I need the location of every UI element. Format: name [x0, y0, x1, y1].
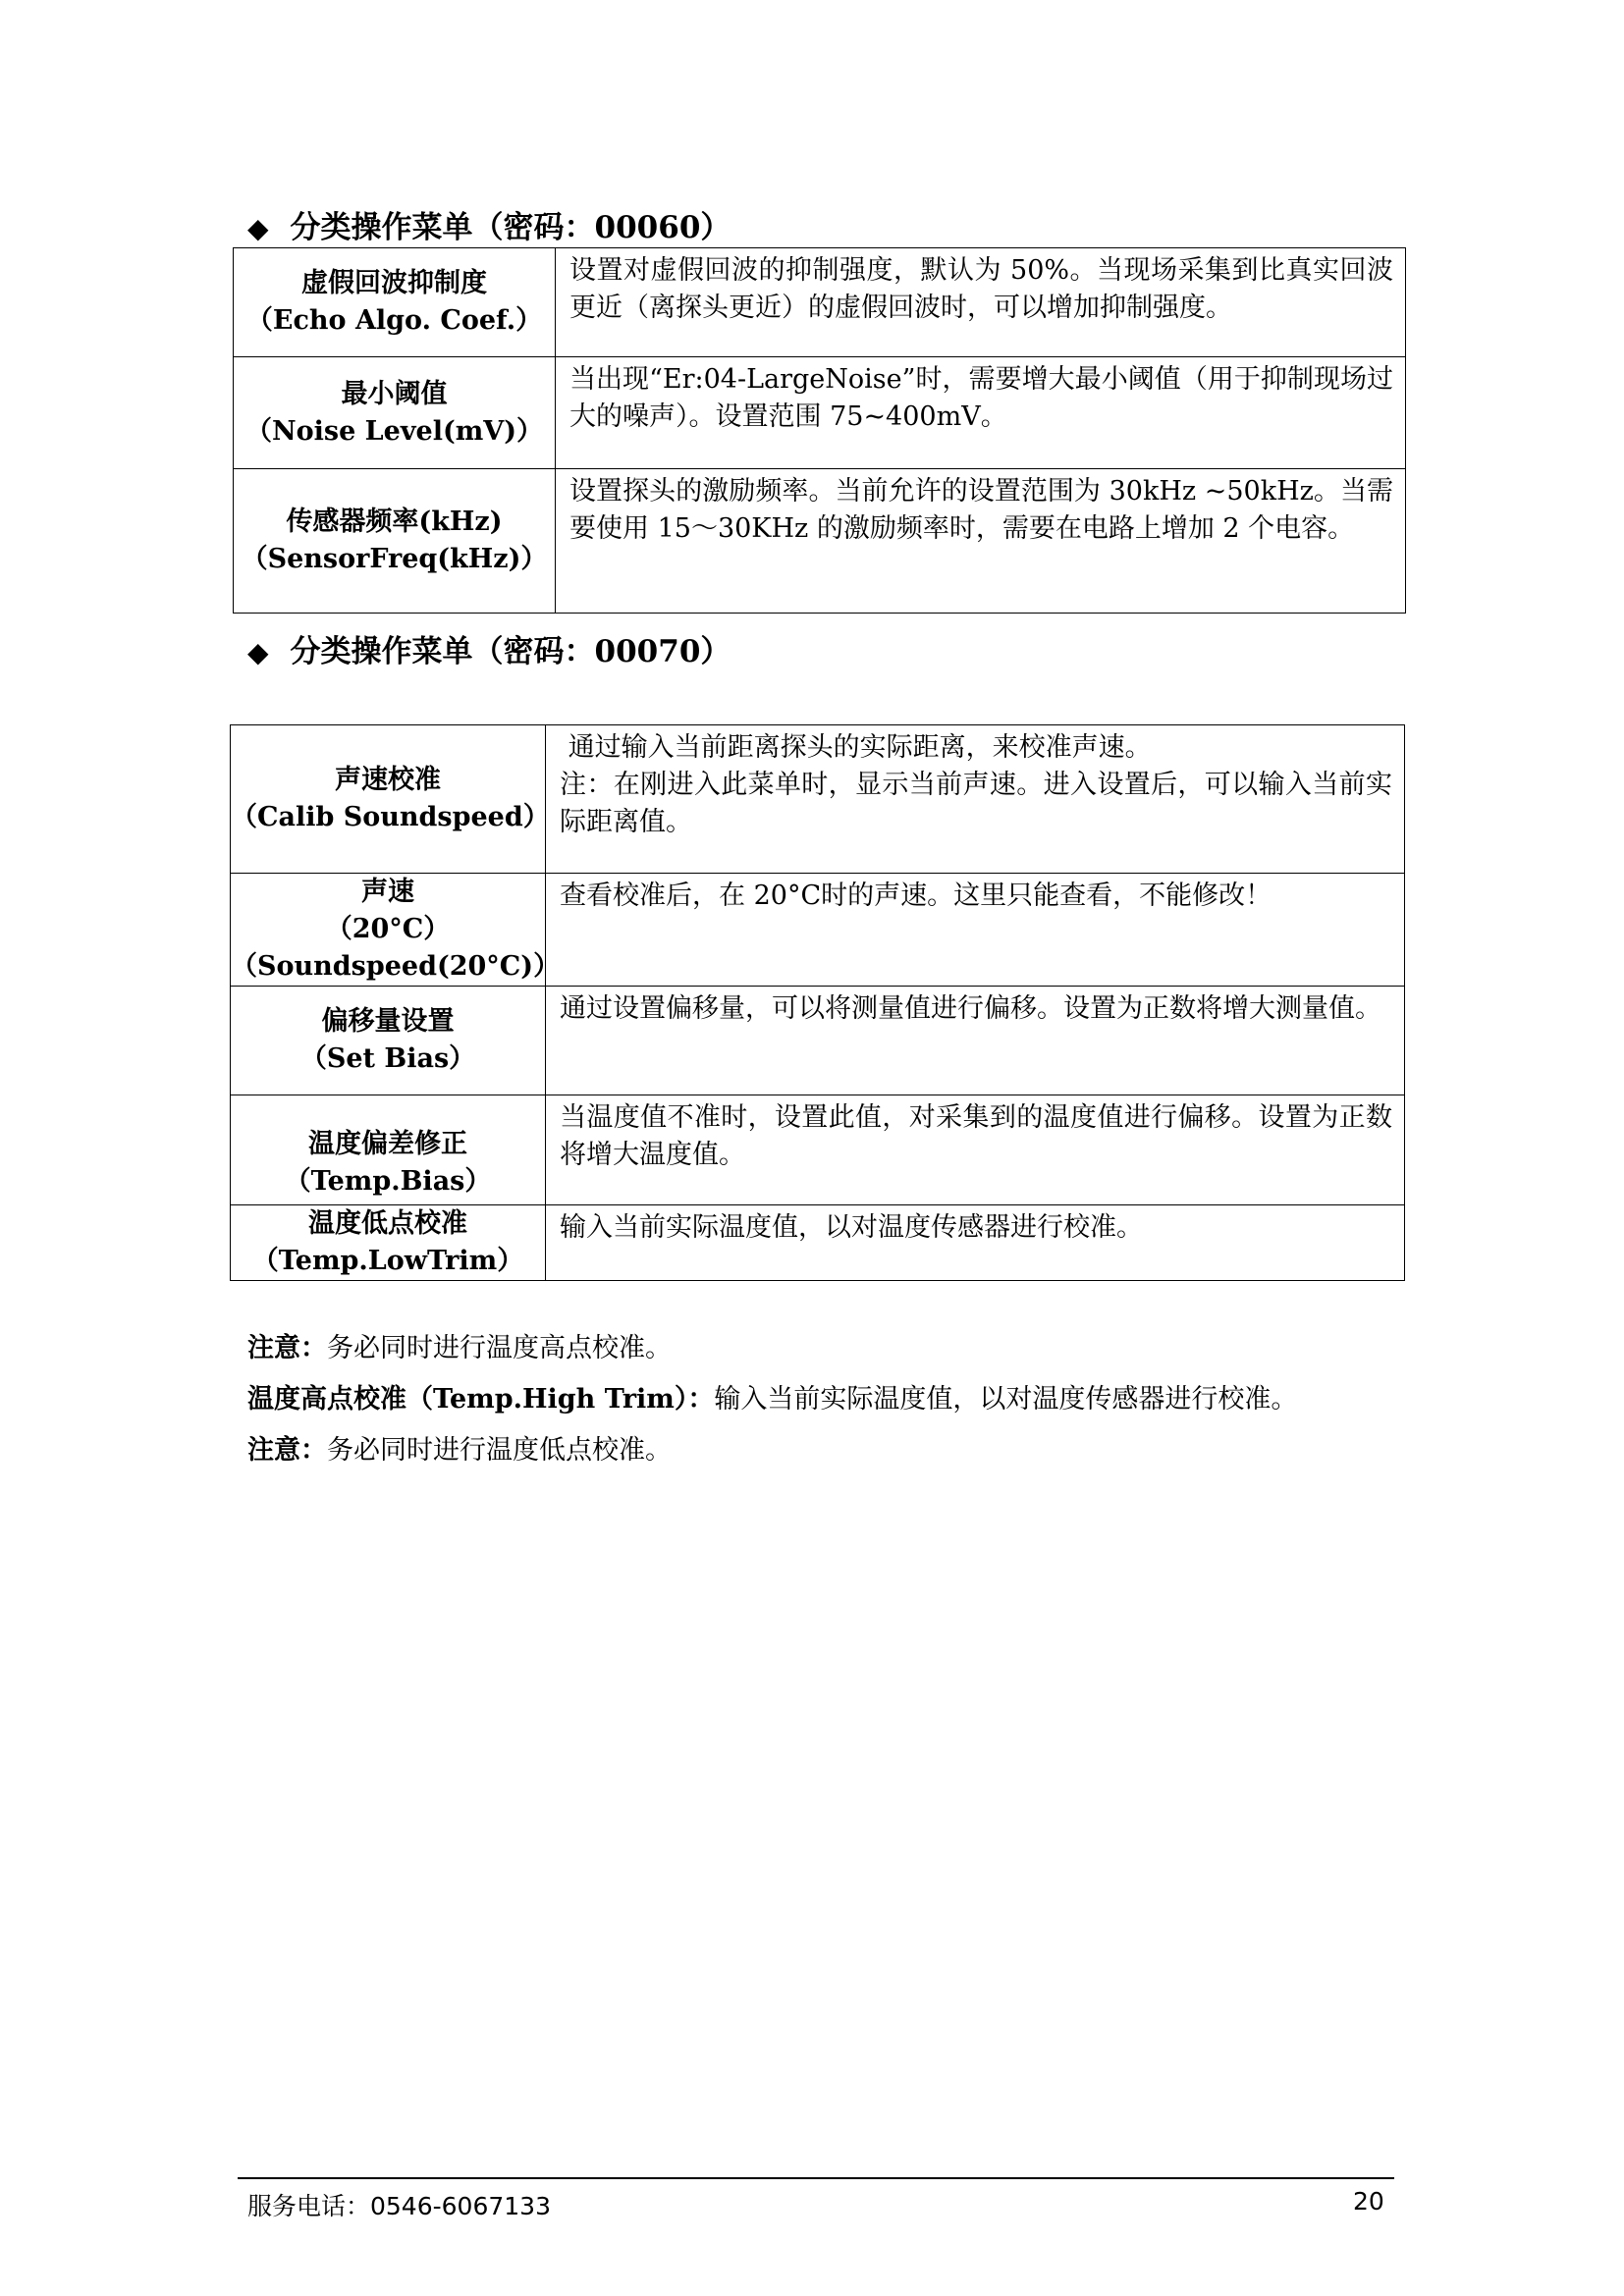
param-name: 偏移量设置 — [321, 1006, 455, 1037]
param-name-cell — [231, 1205, 546, 1281]
param-name-en: （Echo Algo. Coef.） — [245, 305, 543, 336]
table-row — [234, 469, 1406, 614]
param-name: 最小阈值 — [341, 378, 448, 409]
param-desc: 当温度值不准时，设置此值，对采集到的温度值进行偏移。设置为正数将增大温度值。 — [546, 1095, 1405, 1205]
diamond-bullet-icon: ◆ — [247, 212, 269, 244]
param-name-en: （Temp.Bias） — [284, 1166, 492, 1197]
table-row — [231, 1205, 1405, 1281]
table-row — [231, 725, 1405, 874]
menu-table-00060 — [233, 247, 1406, 614]
param-name-cell — [231, 1095, 546, 1205]
footer-divider — [238, 2177, 1394, 2179]
param-name: 温度偏差修正 — [308, 1129, 467, 1159]
high-trim-text: 输入当前实际温度值，以对温度传感器进行校准。 — [714, 1384, 1298, 1415]
notes-block — [247, 1323, 1406, 1476]
high-trim-label: 温度高点校准（Temp.High Trim）： — [247, 1384, 715, 1415]
param-desc: 设置对虚假回波的抑制强度，默认为 50%。当现场采集到比真实回波更近（离探头更近）的虚假回波时，可以增加抑制强度。 — [556, 248, 1406, 357]
param-name-en: （Temp.LowTrim） — [251, 1246, 524, 1276]
param-name-cell — [231, 725, 550, 874]
section-title: 分类操作菜单（密码：00070） — [290, 634, 731, 669]
note-line — [247, 1323, 1406, 1374]
param-name-en: （Set Bias） — [299, 1043, 476, 1074]
table-row — [231, 987, 1405, 1095]
param-name-en: （Calib Soundspeed） — [231, 802, 550, 832]
service-phone: 服务电话：0546-6067133 — [247, 2192, 551, 2220]
param-desc: 输入当前实际温度值，以对温度传感器进行校准。 — [546, 1205, 1405, 1281]
high-trim-line — [247, 1374, 1406, 1425]
param-desc: 查看校准后，在 20°C时的声速。这里只能查看，不能修改！ — [546, 874, 1405, 987]
param-name-cell — [234, 357, 556, 469]
param-desc: 通过设置偏移量，可以将测量值进行偏移。设置为正数将增大测量值。 — [546, 987, 1405, 1095]
menu-table-00070 — [230, 724, 1405, 1281]
param-name: 声速 — [361, 877, 414, 907]
note-text: 务必同时进行温度低点校准。 — [327, 1435, 672, 1466]
param-desc: 通过输入当前距离探头的实际距离，来校准声速。 — [560, 732, 1152, 763]
param-name-cell — [234, 469, 556, 614]
param-name-cell — [234, 248, 556, 357]
param-name: 温度低点校准 — [308, 1208, 467, 1239]
param-name: 传感器频率(kHz) — [286, 507, 503, 537]
param-name-mid: （20°C） — [325, 914, 451, 944]
param-desc-cell — [546, 725, 1405, 874]
page-number: 20 — [1353, 2187, 1384, 2216]
table-row — [231, 874, 1405, 987]
table-row — [231, 1095, 1405, 1205]
table-row — [234, 248, 1406, 357]
param-name-en: （SensorFreq(kHz)） — [241, 544, 548, 574]
param-name: 虚假回波抑制度 — [301, 268, 487, 298]
param-name-cell — [231, 874, 561, 987]
note-label: 注意： — [247, 1333, 327, 1363]
param-name-en: （Noise Level(mV)） — [244, 415, 544, 447]
param-desc: 当出现“Er:04-LargeNoise”时，需要增大最小阈值（用于抑制现场过大的噪声）。设置范围 75~400mV。 — [556, 357, 1406, 469]
section-heading-00060 — [247, 208, 731, 248]
note-text: 务必同时进行温度高点校准。 — [327, 1333, 672, 1363]
section-title: 分类操作菜单（密码：00060） — [290, 210, 731, 245]
note-label: 注意： — [247, 1435, 327, 1466]
param-note: 注：在刚进入此菜单时，显示当前声速。进入设置后，可以输入当前实际距离值。 — [560, 770, 1392, 837]
param-name-en: （Soundspeed(20°C)） — [231, 951, 561, 982]
table-row — [234, 357, 1406, 469]
diamond-bullet-icon: ◆ — [247, 636, 269, 668]
note-line — [247, 1425, 1406, 1476]
param-name: 声速校准 — [335, 765, 441, 795]
param-name-cell — [231, 987, 546, 1095]
section-heading-00070 — [247, 632, 731, 672]
param-desc: 设置探头的激励频率。当前允许的设置范围为 30kHz ~50kHz。当需要使用 15～30KHz 的激励频率时，需要在电路上增加 2 个电容。 — [556, 469, 1406, 614]
